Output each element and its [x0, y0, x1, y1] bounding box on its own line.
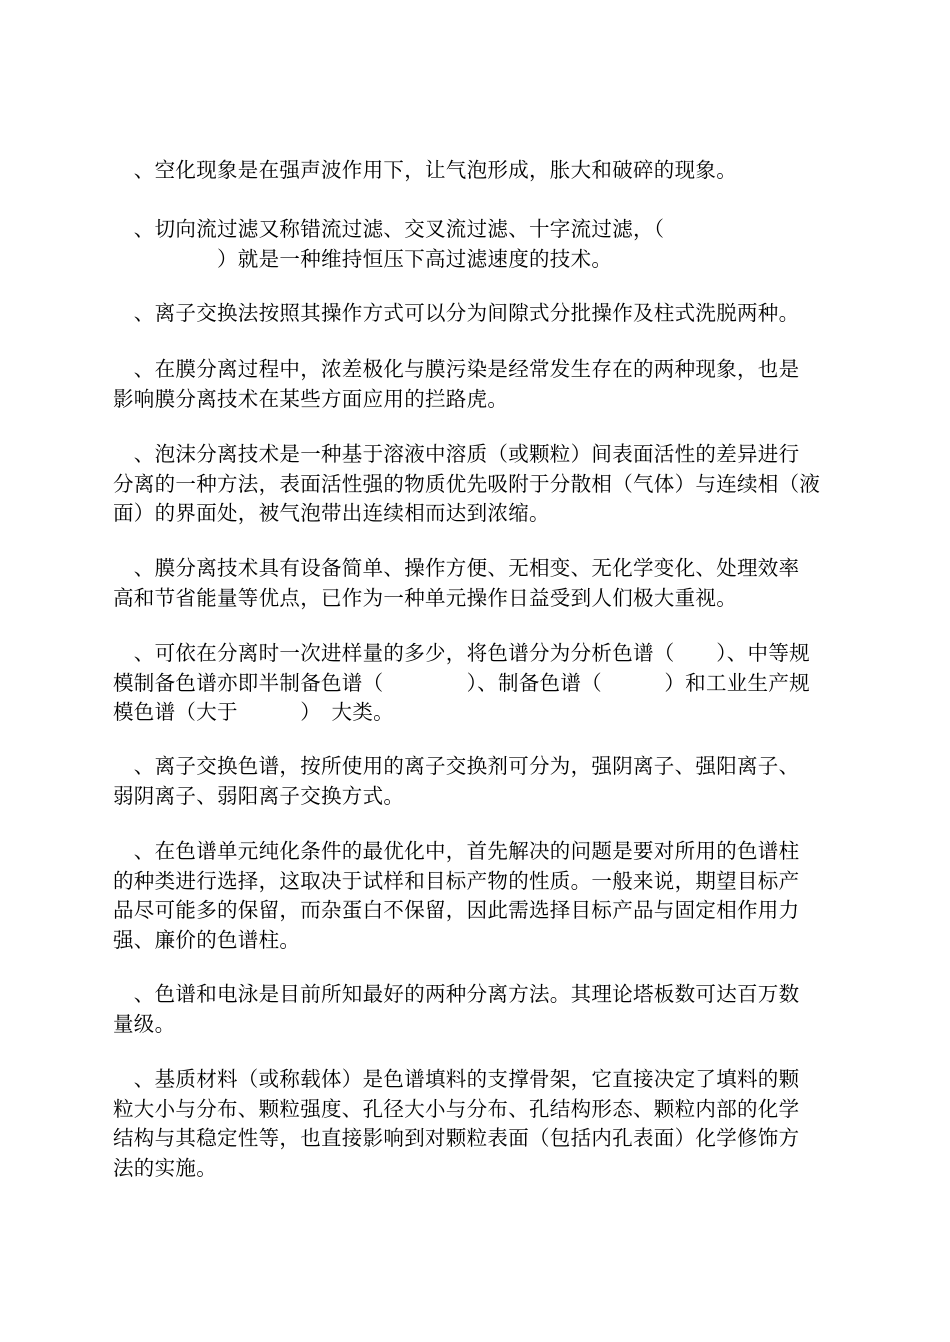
paragraph-4: [113, 355, 843, 414]
paragraph-line: 、在色谱单元纯化条件的最优化中，首先解决的问题是要对所用的色谱柱: [113, 839, 800, 863]
paragraph-line: 量级。: [113, 1011, 176, 1036]
paragraph-line: 强、廉价的色谱柱。: [113, 927, 301, 952]
paragraph-line: 模制备色谱亦即半制备色谱（ ）、制备色谱（ ）和工业生产规: [113, 670, 810, 695]
paragraph-line: 分离的一种方法，表面活性强的物质优先吸附于分散相（气体）与连续相（液: [113, 471, 821, 496]
paragraph-line: ）就是一种维持恒压下高过滤速度的技术。: [113, 246, 613, 271]
paragraph-line: 、离子交换法按照其操作方式可以分为间隙式分批操作及柱式洗脱两种。: [113, 301, 800, 325]
paragraph-line: 、色谱和电泳是目前所知最好的两种分离方法。其理论塔板数可达百万数: [113, 982, 800, 1006]
paragraph-line: 、切向流过滤又称错流过滤、交叉流过滤、十字流过滤，（: [113, 217, 665, 241]
paragraph-line: 高和节省能量等优点，已作为一种单元操作日益受到人们极大重视。: [113, 585, 737, 610]
paragraph-11: [113, 1065, 843, 1183]
paragraph-2: [113, 215, 843, 274]
paragraph-9: [113, 837, 843, 955]
paragraph-7: [113, 639, 843, 728]
paragraph-line: 的种类进行选择，这取决于试样和目标产物的性质。一般来说，期望目标产: [113, 868, 800, 893]
paragraph-line: 结构与其稳定性等，也直接影响到对颗粒表面（包括内孔表面）化学修饰方: [113, 1126, 800, 1150]
paragraph-line: 、空化现象是在强声波作用下，让气泡形成，胀大和破碎的现象。: [113, 158, 737, 182]
paragraph-line: 影响膜分离技术在某些方面应用的拦路虎。: [113, 386, 509, 411]
paragraph-line: 法的实施。: [113, 1155, 217, 1180]
paragraph-line: 品尽可能多的保留，而杂蛋白不保留，因此需选择目标产品与固定相作用力: [113, 898, 800, 922]
paragraph-5: [113, 440, 843, 529]
paragraph-10: [113, 980, 843, 1039]
paragraph-1: [113, 156, 843, 186]
paragraph-8: [113, 752, 843, 811]
paragraph-line: 、可依在分离时一次进样量的多少，将色谱分为分析色谱（ ）、中等规: [113, 641, 810, 665]
paragraph-3: [113, 299, 843, 329]
paragraph-line: 面）的界面处，被气泡带出连续相而达到浓缩。: [113, 501, 550, 525]
paragraph-line: 、基质材料（或称载体）是色谱填料的支撑骨架，它直接决定了填料的颗: [113, 1067, 800, 1091]
paragraph-line: 、泡沫分离技术是一种基于溶液中溶质（或颗粒）间表面活性的差异进行: [113, 442, 800, 466]
paragraph-line: 、离子交换色谱，按所使用的离子交换剂可分为，强阴离子、强阳离子、: [113, 754, 800, 778]
paragraph-line: 、在膜分离过程中，浓差极化与膜污染是经常发生存在的两种现象，也是: [113, 357, 800, 381]
paragraph-line: 粒大小与分布、颗粒强度、孔径大小与分布、孔结构形态、颗粒内部的化学: [113, 1096, 800, 1121]
paragraph-line: 、膜分离技术具有设备简单、操作方便、无相变、无化学变化、处理效率: [113, 556, 800, 580]
paragraph-6: [113, 554, 843, 613]
paragraph-line: 弱阴离子、弱阳离子交换方式。: [113, 783, 405, 808]
paragraph-line: 模色谱（大于 ） 大类。: [113, 700, 394, 724]
